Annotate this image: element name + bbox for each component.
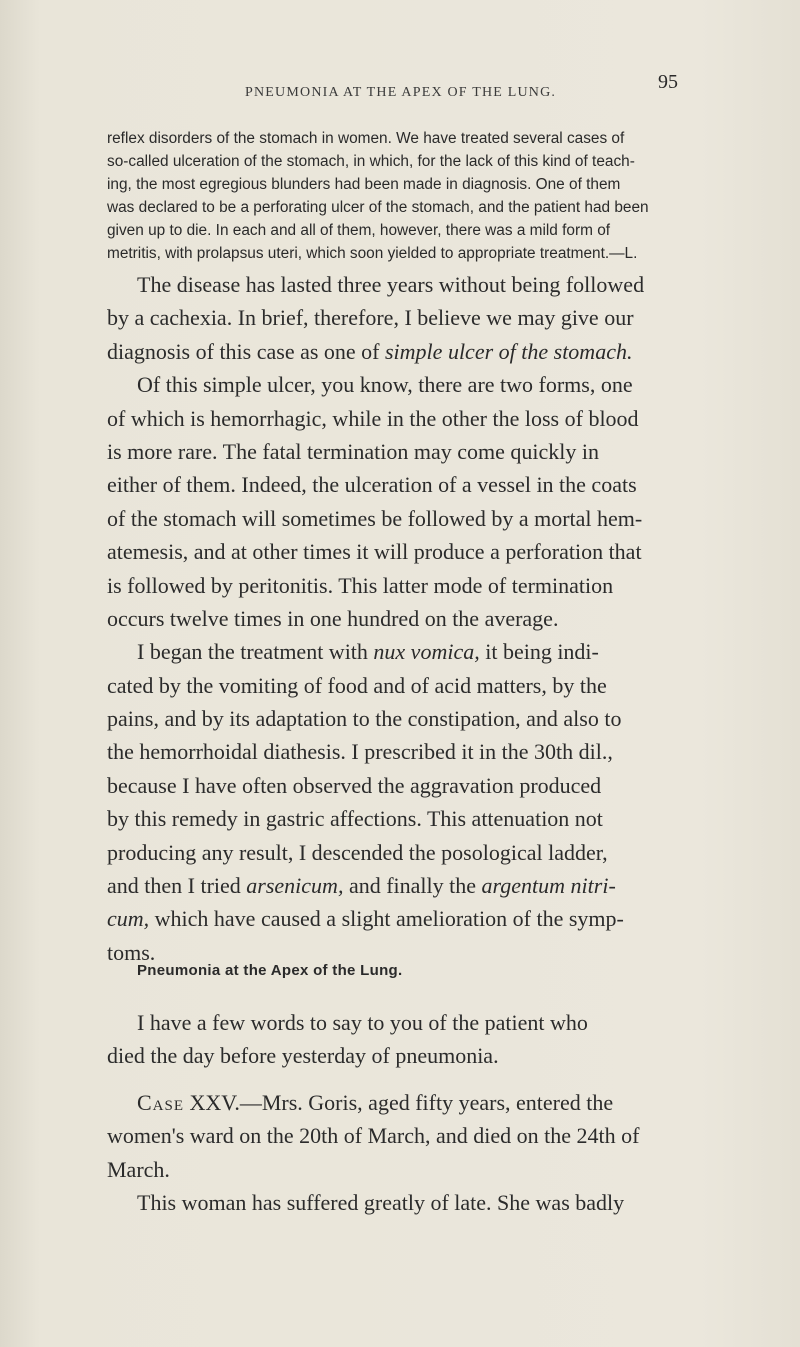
footnote-line: was declared to be a perforating ulcer of the stomach, and the patient had been — [107, 199, 649, 216]
text-line: This woman has suffered greatly of late. She was badly — [137, 1190, 625, 1216]
footnote — [107, 127, 677, 265]
text-line — [107, 1086, 687, 1119]
text-line: the hemorrhoidal diathesis. I prescribed it in the 30th dil., — [107, 739, 613, 765]
footnote-line: reflex disorders of the stomach in women. We have treated several cases of — [107, 130, 625, 147]
main-text — [107, 268, 687, 969]
text-line — [107, 869, 687, 902]
text-line: March. — [107, 1156, 170, 1182]
text-line: Of this simple ulcer, you know, there are two forms, one — [137, 372, 633, 398]
italic-term: arsenicum, — [246, 873, 344, 899]
italic-term: argentum nitri- — [481, 873, 616, 899]
text-line — [107, 635, 687, 668]
text-span: diagnosis of this case as one of — [107, 338, 385, 364]
text-line: producing any result, I descended the posological ladder, — [107, 839, 608, 865]
text-line: by this remedy in gastric affections. This attenuation not — [107, 806, 603, 832]
text-span: which have caused a slight amelioration of the symp- — [149, 906, 624, 932]
text-line: is more rare. The fatal termination may come quickly in — [107, 438, 599, 464]
text-line: I have a few words to say to you of the patient who — [137, 1010, 588, 1035]
text-line: pains, and by its adaptation to the constipation, and also to — [107, 706, 622, 732]
text-line — [107, 902, 687, 935]
running-title: PNEUMONIA AT THE APEX OF THE LUNG. — [245, 85, 557, 100]
text-line: by a cachexia. In brief, therefore, I believe we may give our — [107, 305, 634, 331]
text-line: women's ward on the 20th of March, and died on the 24th of — [107, 1123, 640, 1149]
text-line: of the stomach will sometimes be followed by a mortal hem- — [107, 505, 643, 531]
footnote-line: ing, the most egregious blunders had been made in diagnosis. One of them — [107, 176, 621, 193]
page-number: 95 — [658, 71, 678, 93]
case-label: Case — [137, 1090, 185, 1115]
footnote-line: metritis, with prolapsus uteri, which soon yielded to appropriate treatment.—L. — [107, 245, 638, 262]
text-span: I began the treatment with — [137, 639, 374, 665]
text-line: of which is hemorrhagic, while in the other the loss of blood — [107, 405, 639, 431]
text-line: toms. — [107, 939, 156, 965]
text-span: XXV.—Mrs. Goris, aged fifty years, entered the — [184, 1090, 614, 1115]
text-line: is followed by peritonitis. This latter mode of termination — [107, 572, 614, 598]
section-text — [107, 1006, 687, 1073]
case-text — [107, 1086, 687, 1220]
italic-term: cum, — [107, 906, 150, 932]
text-line: died the day before yesterday of pneumonia. — [107, 1043, 499, 1069]
text-line: atemesis, and at other times it will produce a perforation that — [107, 539, 642, 565]
text-line: either of them. Indeed, the ulceration of a vessel in the coats — [107, 472, 637, 498]
text-line: occurs twelve times in one hundred on the average. — [107, 605, 559, 631]
text-line: The disease has lasted three years without being followed — [137, 272, 645, 297]
text-line: because I have often observed the aggravation produced — [107, 772, 602, 798]
italic-term: nux vomica, — [373, 639, 480, 665]
footnote-line: so-called ulceration of the stomach, in which, for the lack of this kind of teach- — [107, 153, 635, 170]
text-span: and finally the — [343, 873, 482, 899]
text-line — [107, 335, 687, 368]
italic-term: simple ulcer of the stomach. — [385, 338, 633, 364]
footnote-line: given up to die. In each and all of them, however, there was a mild form of — [107, 222, 611, 239]
section-heading: Pneumonia at the Apex of the Lung. — [137, 962, 403, 979]
text-span: it being indi- — [479, 639, 599, 665]
text-line: cated by the vomiting of food and of acid matters, by the — [107, 672, 607, 698]
text-span: and then I tried — [107, 873, 247, 899]
